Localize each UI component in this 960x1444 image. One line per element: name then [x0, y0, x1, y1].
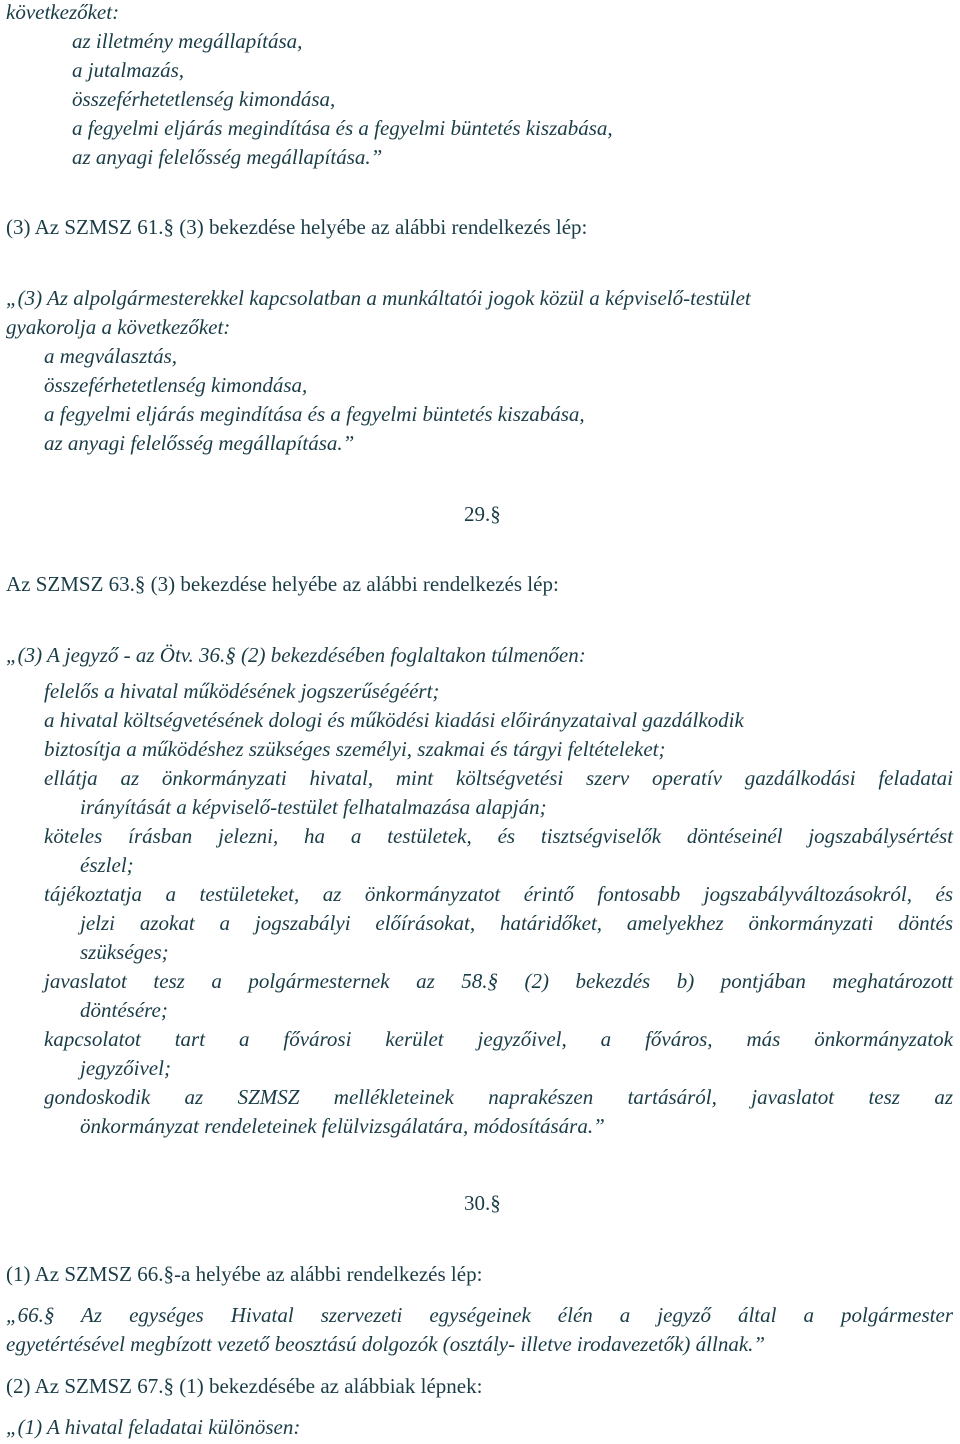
section-number: 29.§ [464, 502, 501, 526]
quote-item: összeférhetetlenség kimondása, [44, 373, 308, 397]
quote-line: gyakorolja a következőket: [6, 315, 231, 339]
duty-item: a hivatal költségvetésének dologi és működési kiadási előirányzataival gazdálkodik [44, 708, 744, 732]
quote-line: egyetértésével megbízott vezető beosztású dolgozók (osztály- illetve irodavezetők) állnak.” [6, 1332, 766, 1356]
duty-item: biztosítja a működéshez szükséges személyi, szakmai és tárgyi feltételeket; [44, 737, 666, 761]
duty-item-continued: irányítását a képviselő-testület felhatalmazása alapján; [80, 795, 547, 819]
section-heading: Az SZMSZ 63.§ (3) bekezdése helyébe az alábbi rendelkezés lép: [6, 572, 559, 596]
quote-line: „(3) Az alpolgármesterekkel kapcsolatban a munkáltatói jogok közül a képviselő-testület [6, 286, 751, 310]
section-number: 30.§ [464, 1191, 501, 1215]
section-heading: (2) Az SZMSZ 67.§ (1) bekezdésébe az alábbiak lépnek: [6, 1374, 483, 1398]
quote-intro: „(1) A hivatal feladatai különösen: [6, 1415, 301, 1439]
duty-item: kapcsolatot tart a fővárosi kerület jegyzőivel, a főváros, más önkormányzatok [44, 1027, 953, 1051]
duty-item-continued: észlel; [80, 853, 134, 877]
section-heading: (1) Az SZMSZ 66.§-a helyébe az alábbi rendelkezés lép: [6, 1262, 483, 1286]
paragraph-heading: (3) Az SZMSZ 61.§ (3) bekezdése helyébe az alábbi rendelkezés lép: [6, 215, 588, 239]
duty-item: javaslatot tesz a polgármesternek az 58.§ (2) bekezdés b) pontjában meghatározott [44, 969, 953, 993]
duty-item-continued: döntésére; [80, 998, 168, 1022]
duty-item: gondoskodik az SZMSZ mellékleteinek naprakészen tartásáról, javaslatot tesz az [44, 1085, 953, 1109]
intro-item: az anyagi felelősség megállapítása.” [72, 145, 383, 169]
duty-item: tájékoztatja a testületeket, az önkormányzatot érintő fontosabb jogszabályváltozásokról, és [44, 882, 953, 906]
duty-item-continued: jelzi azokat a jogszabályi előírásokat, határidőket, amelyekhez önkormányzati döntés [80, 911, 953, 935]
duty-item: köteles írásban jelezni, ha a testületek, és tisztségviselők döntéseinél jogszabálysértést [44, 824, 953, 848]
intro-item: a jutalmazás, [72, 58, 185, 82]
duty-item-continued: jegyzőivel; [80, 1056, 171, 1080]
quote-item: a fegyelmi eljárás megindítása és a fegyelmi büntetés kiszabása, [44, 402, 585, 426]
quote-item: a megválasztás, [44, 344, 177, 368]
duty-item: ellátja az önkormányzati hivatal, mint költségvetési szerv operatív gazdálkodási feladatai [44, 766, 953, 790]
intro-lead: következőket: [6, 0, 120, 24]
duty-item: felelős a hivatal működésének jogszerűségéért; [44, 679, 440, 703]
intro-item: az illetmény megállapítása, [72, 29, 303, 53]
duty-item-continued: szükséges; [80, 940, 169, 964]
quote-line: „66.§ Az egységes Hivatal szervezeti egységeinek élén a jegyző által a polgármester [6, 1303, 953, 1327]
duty-item-continued: önkormányzat rendeleteinek felülvizsgálatára, módosítására.” [80, 1114, 605, 1138]
intro-item: összeférhetetlenség kimondása, [72, 87, 336, 111]
intro-item: a fegyelmi eljárás megindítása és a fegyelmi büntetés kiszabása, [72, 116, 613, 140]
quote-item: az anyagi felelősség megállapítása.” [44, 431, 355, 455]
quote-intro: „(3) A jegyző - az Ötv. 36.§ (2) bekezdésében foglaltakon túlmenően: [6, 643, 586, 667]
